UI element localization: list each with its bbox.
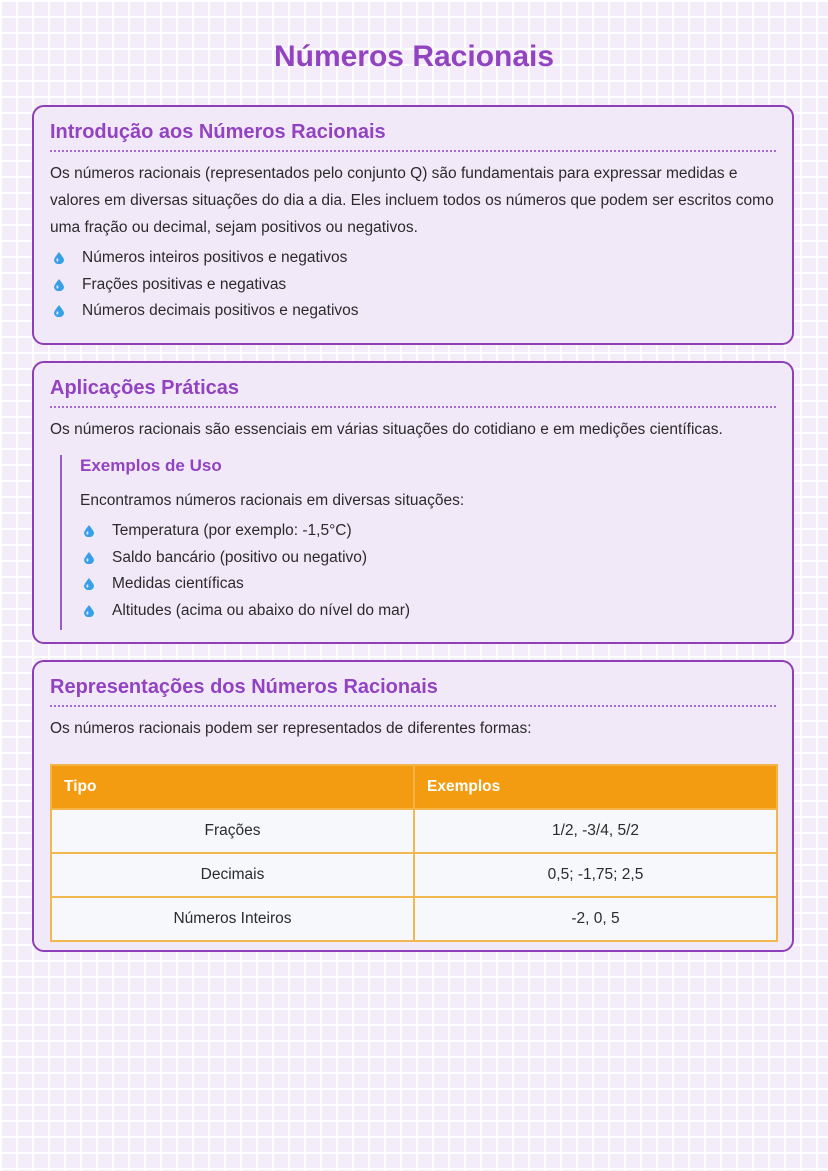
- water-drop-icon: [84, 578, 94, 590]
- water-drop-icon: [84, 552, 94, 564]
- examples-block: [60, 455, 776, 630]
- list-item: [80, 571, 776, 598]
- intro-paragraph: Os números racionais (representados pelo conjunto Q) são fundamentais para expressar medidas e valores em diversas situações do dia a dia. Eles incluem todos os números que podem ser escritos como uma fração ou decimal, sejam positivos ou negativos.: [50, 165, 774, 236]
- examples-list: [80, 518, 776, 624]
- water-drop-icon: [54, 252, 64, 264]
- list-item: [50, 272, 776, 299]
- representations-card: [32, 660, 794, 952]
- table-cell: Decimais: [51, 853, 414, 897]
- list-item-text: Frações positivas e negativas: [82, 275, 287, 293]
- water-drop-icon: [54, 305, 64, 317]
- intro-card: [32, 105, 794, 345]
- table-cell: 0,5; -1,75; 2,5: [414, 853, 777, 897]
- intro-heading: Introdução aos Números Racionais: [50, 121, 776, 152]
- table-row: [51, 897, 777, 941]
- list-item-text: Temperatura (por exemplo: -1,5°C): [112, 522, 352, 540]
- examples-heading: Exemplos de Uso: [80, 456, 222, 475]
- page-title: Números Racionais: [273, 40, 555, 73]
- column-header-examples: Exemplos: [414, 765, 777, 809]
- table-cell: Números Inteiros: [51, 897, 414, 941]
- table-header-row: [51, 765, 777, 809]
- water-drop-icon: [84, 605, 94, 617]
- table-cell: 1/2, -3/4, 5/2: [414, 809, 777, 853]
- list-item-text: Números decimais positivos e negativos: [82, 302, 359, 320]
- water-drop-icon: [54, 279, 64, 291]
- applications-paragraph: Os números racionais são essenciais em várias situações do cotidiano e em medições científicas.: [50, 421, 723, 438]
- list-item-text: Saldo bancário (positivo ou negativo): [112, 548, 368, 566]
- representations-table: [50, 764, 778, 942]
- table-cell: -2, 0, 5: [414, 897, 777, 941]
- list-item: [80, 518, 776, 545]
- table-cell: Frações: [51, 809, 414, 853]
- examples-paragraph: Encontramos números racionais em diversas situações:: [80, 492, 465, 509]
- list-item: [50, 245, 776, 272]
- list-item-text: Medidas científicas: [112, 575, 244, 593]
- table-row: [51, 809, 777, 853]
- applications-card: [32, 361, 794, 644]
- table-row: [51, 853, 777, 897]
- list-item: [80, 598, 776, 625]
- representations-paragraph: Os números racionais podem ser representados de diferentes formas:: [50, 720, 532, 737]
- list-item-text: Números inteiros positivos e negativos: [82, 249, 348, 267]
- applications-heading: Aplicações Práticas: [50, 377, 776, 408]
- representations-heading: Representações dos Números Racionais: [50, 676, 776, 707]
- column-header-type: Tipo: [51, 765, 414, 809]
- list-item: [50, 298, 776, 325]
- water-drop-icon: [84, 525, 94, 537]
- list-item-text: Altitudes (acima ou abaixo do nível do mar): [112, 601, 411, 619]
- list-item: [80, 545, 776, 572]
- intro-list: [50, 245, 776, 325]
